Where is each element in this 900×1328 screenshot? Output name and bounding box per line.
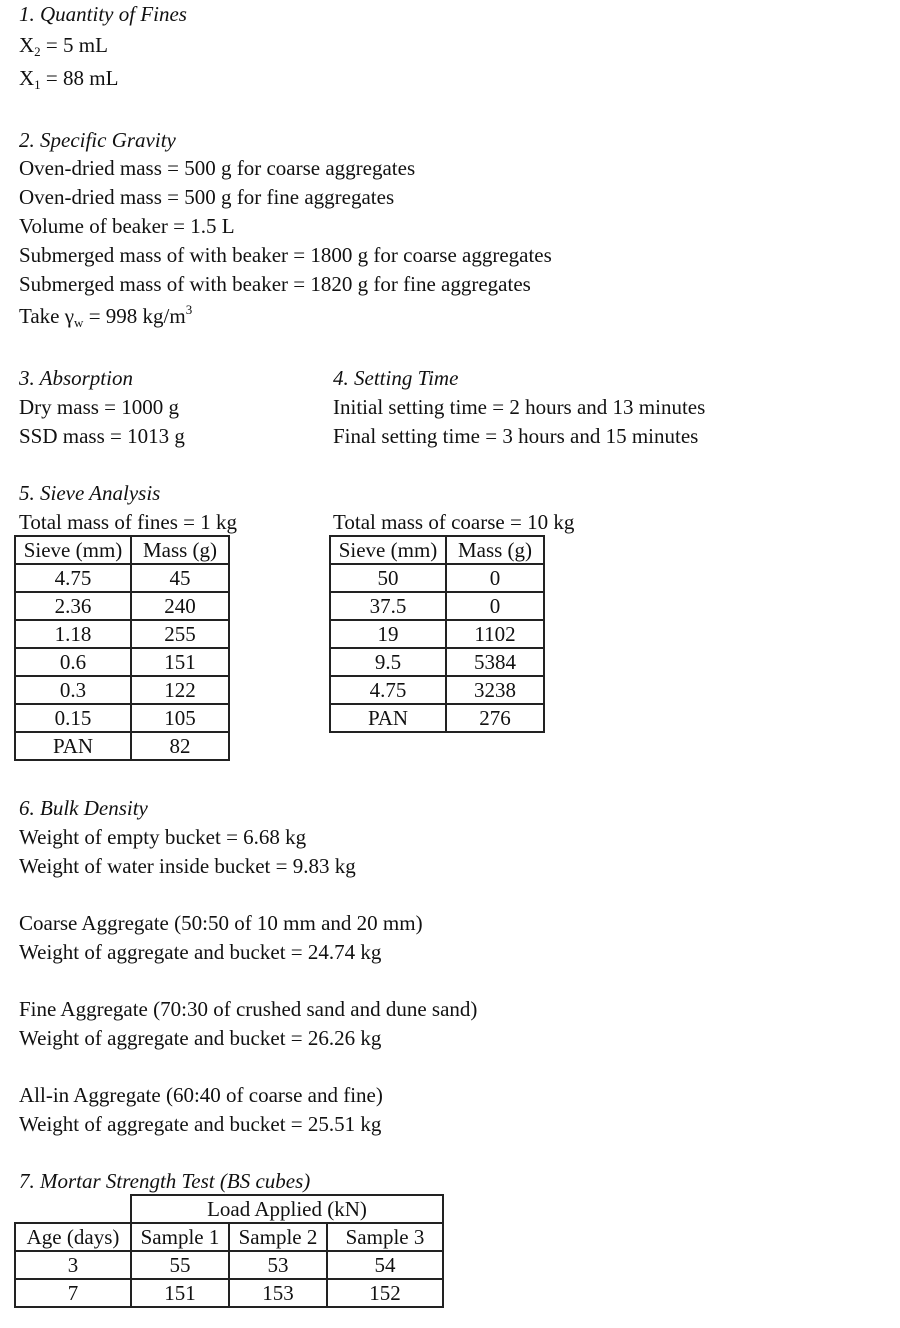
x2-subscript: 2 — [34, 44, 41, 59]
x2-symbol: X — [19, 33, 35, 57]
sieve-cell: 2.36 — [15, 592, 131, 620]
header-cell: Sample 3 — [327, 1223, 443, 1251]
table-row — [15, 592, 229, 620]
header-cell: Sample 2 — [229, 1223, 327, 1251]
absorption-line: Dry mass = 1000 g — [19, 395, 180, 419]
x1-line — [19, 66, 118, 91]
mass-cell: 0 — [446, 592, 544, 620]
load-cell: 53 — [229, 1251, 327, 1279]
specific-gravity-line: Submerged mass of with beaker = 1820 g for fine aggregates — [19, 272, 531, 296]
specific-gravity-line: Oven-dried mass = 500 g for fine aggregates — [19, 185, 395, 209]
sieve-cell: 4.75 — [15, 564, 131, 592]
table-header-row — [15, 536, 229, 564]
setting-time-line: Final setting time = 3 hours and 15 minutes — [333, 424, 699, 448]
all-in-aggregate-weight: Weight of aggregate and bucket = 25.51 kg — [19, 1112, 382, 1136]
table-row — [15, 620, 229, 648]
all-in-aggregate-heading: All-in Aggregate (60:40 of coarse and fine) — [19, 1083, 383, 1107]
sieve-cell: 9.5 — [330, 648, 446, 676]
header-cell: Sieve (mm) — [330, 536, 446, 564]
section-3-title: 3. Absorption — [19, 366, 133, 390]
header-cell: Sieve (mm) — [15, 536, 131, 564]
mass-cell: 276 — [446, 704, 544, 732]
sieve-cell: 4.75 — [330, 676, 446, 704]
sieve-cell: 0.15 — [15, 704, 131, 732]
sieve-cell: PAN — [15, 732, 131, 760]
sieve-cell: 1.18 — [15, 620, 131, 648]
mass-cell: 122 — [131, 676, 229, 704]
age-cell: 3 — [15, 1251, 131, 1279]
mass-cell: 82 — [131, 732, 229, 760]
specific-gravity-line: Oven-dried mass = 500 g for coarse aggregates — [19, 156, 416, 180]
header-cell: Sample 1 — [131, 1223, 229, 1251]
bulk-density-line: Weight of water inside bucket = 9.83 kg — [19, 854, 356, 878]
x2-line — [19, 33, 108, 58]
sieve-cell: 50 — [330, 564, 446, 592]
table-row — [15, 732, 229, 760]
table-row — [330, 592, 544, 620]
table-row — [15, 704, 229, 732]
mass-cell: 5384 — [446, 648, 544, 676]
x1-symbol: X — [19, 66, 35, 90]
load-cell: 151 — [131, 1279, 229, 1307]
header-cell: Mass (g) — [446, 536, 544, 564]
load-cell: 55 — [131, 1251, 229, 1279]
bulk-density-line: Weight of empty bucket = 6.68 kg — [19, 825, 307, 849]
coarse-total-mass: Total mass of coarse = 10 kg — [333, 510, 575, 534]
section-4-title: 4. Setting Time — [333, 366, 459, 390]
table-header-row — [15, 1223, 443, 1251]
coarse-sieve-table — [329, 535, 545, 733]
load-cell: 152 — [327, 1279, 443, 1307]
specific-gravity-line: Volume of beaker = 1.5 L — [19, 214, 235, 238]
table-row — [330, 704, 544, 732]
table-row — [330, 676, 544, 704]
fine-aggregate-weight: Weight of aggregate and bucket = 26.26 kg — [19, 1026, 382, 1050]
table-row — [15, 564, 229, 592]
empty-header-cell — [15, 1195, 131, 1223]
table-row — [15, 676, 229, 704]
sieve-cell: 37.5 — [330, 592, 446, 620]
gamma-superscript: 3 — [185, 302, 193, 317]
fines-sieve-table — [14, 535, 230, 761]
load-cell: 153 — [229, 1279, 327, 1307]
header-cell: Mass (g) — [131, 536, 229, 564]
gamma-subscript: w — [74, 315, 84, 330]
mortar-strength-table — [14, 1194, 444, 1308]
x1-subscript: 1 — [34, 77, 41, 92]
mass-cell: 0 — [446, 564, 544, 592]
table-row — [15, 648, 229, 676]
load-applied-header: Load Applied (kN) — [131, 1195, 443, 1223]
mass-cell: 1102 — [446, 620, 544, 648]
section-2-title: 2. Specific Gravity — [19, 128, 176, 152]
header-cell: Age (days) — [15, 1223, 131, 1251]
mass-cell: 3238 — [446, 676, 544, 704]
sieve-cell: 0.6 — [15, 648, 131, 676]
table-row — [330, 564, 544, 592]
specific-gravity-line: Submerged mass of with beaker = 1800 g for coarse aggregates — [19, 243, 552, 267]
sieve-cell: PAN — [330, 704, 446, 732]
table-header-row — [330, 536, 544, 564]
fine-aggregate-heading: Fine Aggregate (70:30 of crushed sand and dune sand) — [19, 997, 478, 1021]
table-row — [15, 1279, 443, 1307]
table-row — [15, 1251, 443, 1279]
table-header-row — [15, 1195, 443, 1223]
section-6-title: 6. Bulk Density — [19, 796, 148, 820]
load-cell: 54 — [327, 1251, 443, 1279]
mass-cell: 45 — [131, 564, 229, 592]
gamma-w-line — [19, 304, 192, 329]
gamma-value: = 998 kg/m — [83, 304, 186, 328]
section-1-title: 1. Quantity of Fines — [19, 2, 187, 26]
x2-value: = 5 mL — [40, 33, 108, 57]
absorption-line: SSD mass = 1013 g — [19, 424, 185, 448]
fines-total-mass: Total mass of fines = 1 kg — [19, 510, 238, 534]
coarse-aggregate-heading: Coarse Aggregate (50:50 of 10 mm and 20 mm) — [19, 911, 423, 935]
gamma-prefix: Take γ — [19, 304, 75, 328]
sieve-cell: 0.3 — [15, 676, 131, 704]
mass-cell: 240 — [131, 592, 229, 620]
coarse-aggregate-weight: Weight of aggregate and bucket = 24.74 kg — [19, 940, 382, 964]
section-7-title: 7. Mortar Strength Test (BS cubes) — [19, 1169, 311, 1193]
mass-cell: 255 — [131, 620, 229, 648]
mass-cell: 105 — [131, 704, 229, 732]
table-row — [330, 648, 544, 676]
age-cell: 7 — [15, 1279, 131, 1307]
mass-cell: 151 — [131, 648, 229, 676]
x1-value: = 88 mL — [40, 66, 119, 90]
table-row — [330, 620, 544, 648]
setting-time-line: Initial setting time = 2 hours and 13 minutes — [333, 395, 706, 419]
sieve-cell: 19 — [330, 620, 446, 648]
section-5-title: 5. Sieve Analysis — [19, 481, 161, 505]
